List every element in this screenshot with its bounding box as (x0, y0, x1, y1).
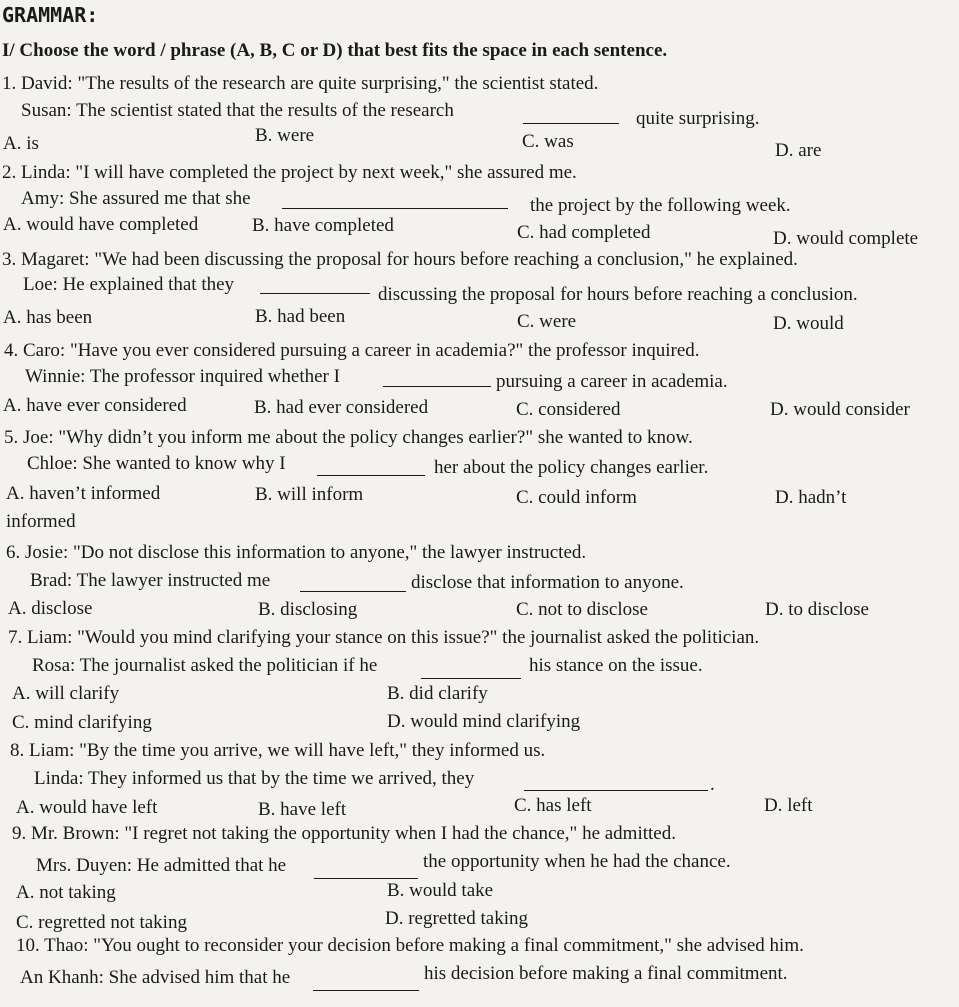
q7-blank (421, 678, 521, 679)
q9-option-a[interactable]: A. not taking (16, 882, 116, 903)
q9-option-c[interactable]: C. regretted not taking (16, 912, 187, 933)
q3-option-c[interactable]: C. were (517, 311, 577, 332)
q6-stem: 6. Josie: "Do not disclose this information to anyone," the lawyer instructed. (6, 542, 587, 563)
q8-stem: 8. Liam: "By the time you arrive, we will have left," they informed us. (10, 740, 546, 761)
q1-stem: 1. David: "The results of the research are quite surprising," the scientist stated. (2, 73, 599, 94)
q4-report: Winnie: The professor inquired whether I (25, 366, 340, 387)
q1-tail: quite surprising. (636, 108, 760, 129)
q3-blank (260, 293, 370, 294)
q3-option-b[interactable]: B. had been (255, 306, 346, 327)
q3-option-d[interactable]: D. would (773, 313, 844, 334)
q7-option-d[interactable]: D. would mind clarifying (387, 711, 581, 732)
q7-option-c[interactable]: C. mind clarifying (12, 712, 152, 733)
q6-option-b[interactable]: B. disclosing (258, 599, 358, 620)
q4-stem: 4. Caro: "Have you ever considered pursuing a career in academia?" the professor inquired. (4, 340, 700, 361)
q9-option-d[interactable]: D. regretted taking (385, 908, 528, 929)
q7-report: Rosa: The journalist asked the politician if he (32, 655, 378, 676)
q3-report: Loe: He explained that they (23, 274, 235, 295)
q6-blank (300, 591, 406, 592)
q2-report: Amy: She assured me that she (21, 188, 251, 209)
q5-tail: her about the policy changes earlier. (434, 457, 709, 478)
q8-option-b[interactable]: B. have left (258, 799, 347, 820)
q2-tail: the project by the following week. (530, 195, 791, 216)
q5-option-c[interactable]: C. could inform (516, 487, 637, 508)
q5-option-d[interactable]: D. hadn’t (775, 487, 847, 508)
q3-stem: 3. Magaret: "We had been discussing the proposal for hours before reaching a conclusion," he explained. (2, 249, 798, 270)
q7-option-b[interactable]: B. did clarify (387, 683, 488, 704)
q4-option-b[interactable]: B. had ever considered (254, 397, 429, 418)
q7-tail: his stance on the issue. (529, 655, 703, 676)
q6-option-c[interactable]: C. not to disclose (516, 599, 648, 620)
q2-stem: 2. Linda: "I will have completed the project by next week," she assured me. (2, 162, 577, 183)
q1-option-b[interactable]: B. were (255, 125, 315, 146)
instruction: I/ Choose the word / phrase (A, B, C or D) that best fits the space in each sentence. (2, 40, 668, 61)
q8-tail: . (710, 774, 715, 795)
q6-tail: disclose that information to anyone. (411, 572, 684, 593)
q2-option-d[interactable]: D. would complete (773, 228, 919, 249)
q1-blank (523, 123, 619, 124)
q1-option-c[interactable]: C. was (522, 131, 574, 152)
q6-report: Brad: The lawyer instructed me (30, 570, 271, 591)
q5-option-b[interactable]: B. will inform (255, 484, 364, 505)
q9-option-b[interactable]: B. would take (387, 880, 494, 901)
q3-tail: discussing the proposal for hours before reaching a conclusion. (378, 284, 858, 305)
q5-stem: 5. Joe: "Why didn’t you inform me about the policy changes earlier?" she wanted to know. (4, 427, 693, 448)
q9-report: Mrs. Duyen: He admitted that he (36, 855, 287, 876)
q3-option-a[interactable]: A. has been (3, 307, 93, 328)
q5-option-d-continued: informed (6, 511, 76, 532)
q6-option-d[interactable]: D. to disclose (765, 599, 869, 620)
q4-option-a[interactable]: A. have ever considered (3, 395, 187, 416)
q2-option-c[interactable]: C. had completed (517, 222, 651, 243)
q10-tail: his decision before making a final commitment. (424, 963, 788, 984)
q10-blank (313, 990, 419, 991)
q8-report: Linda: They informed us that by the time we arrived, they (34, 768, 475, 789)
q10-report: An Khanh: She advised him that he (20, 967, 291, 988)
q4-tail: pursuing a career in academia. (496, 371, 728, 392)
q6-option-a[interactable]: A. disclose (8, 598, 93, 619)
q4-blank (383, 386, 491, 387)
q1-option-a[interactable]: A. is (3, 133, 39, 154)
q2-option-b[interactable]: B. have completed (252, 215, 394, 236)
q5-blank (317, 475, 425, 476)
q8-option-c[interactable]: C. has left (514, 795, 592, 816)
q4-option-d[interactable]: D. would consider (770, 399, 910, 420)
q2-blank (282, 208, 508, 209)
q7-option-a[interactable]: A. will clarify (12, 683, 120, 704)
q8-option-d[interactable]: D. left (764, 795, 813, 816)
q5-option-a[interactable]: A. haven’t informed (6, 483, 161, 504)
q7-stem: 7. Liam: "Would you mind clarifying your stance on this issue?" the journalist asked the politician. (8, 627, 760, 648)
q8-blank (524, 790, 708, 791)
q4-option-c[interactable]: C. considered (516, 399, 621, 420)
q5-report: Chloe: She wanted to know why I (27, 453, 286, 474)
q1-report: Susan: The scientist stated that the results of the research (21, 100, 454, 121)
q9-stem: 9. Mr. Brown: "I regret not taking the opportunity when I had the chance," he admitted. (12, 823, 676, 844)
q9-tail: the opportunity when he had the chance. (423, 851, 731, 872)
q10-stem: 10. Thao: "You ought to reconsider your decision before making a final commitment," she advised him. (16, 935, 804, 956)
q9-blank (314, 878, 418, 879)
q2-option-a[interactable]: A. would have completed (3, 214, 199, 235)
q1-option-d[interactable]: D. are (775, 140, 822, 161)
section-title: GRAMMAR: (2, 3, 99, 27)
q8-option-a[interactable]: A. would have left (16, 797, 158, 818)
